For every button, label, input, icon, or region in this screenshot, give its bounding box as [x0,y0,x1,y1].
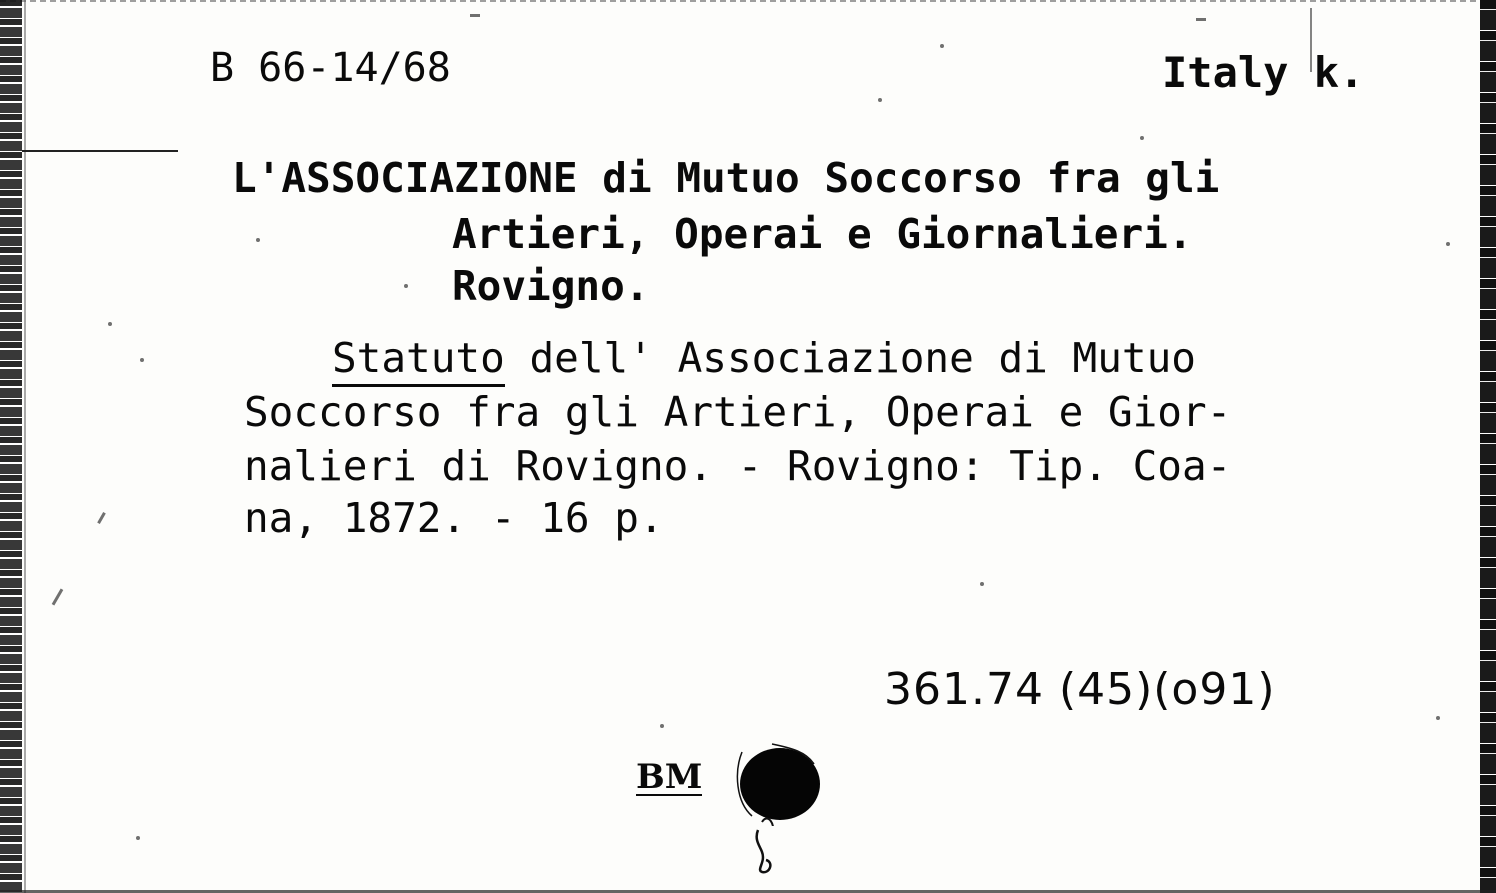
body-line-1-rest: dell' Associazione di Mutuo [504,334,1196,382]
stamp-text: BM [636,757,703,797]
body-line-3: nalieri di Rovigno. - Rovigno: Tip. Coa- [244,442,1232,490]
body-line-1 [248,334,1196,382]
body-line-4: na, 1872. - 16 p. [244,494,664,542]
card-bottom-edge [0,880,1496,893]
call-number: B 66-14/68 [210,45,451,91]
card-left-border-line [24,0,26,893]
left-rule-line [22,150,178,152]
card-top-edge [0,0,1496,10]
location-code: Italy k. [1162,48,1365,97]
ink-seal-mark [732,742,824,826]
heading-line-2: Artieri, Operai e Giornalieri. [452,210,1193,258]
body-line-2: Soccorso fra gli Artieri, Operai e Gior- [244,388,1232,436]
card-right-edge [1480,0,1496,893]
title-word: Statuto [332,334,505,387]
card-left-edge [0,0,22,893]
heading-line-3: Rovigno. [452,262,650,310]
classification-number: 361.74 (45)(o91) [884,664,1276,715]
pen-mark [748,826,788,876]
heading-line-1: L'ASSOCIAZIONE di Mutuo Soccorso fra gli [232,154,1220,202]
